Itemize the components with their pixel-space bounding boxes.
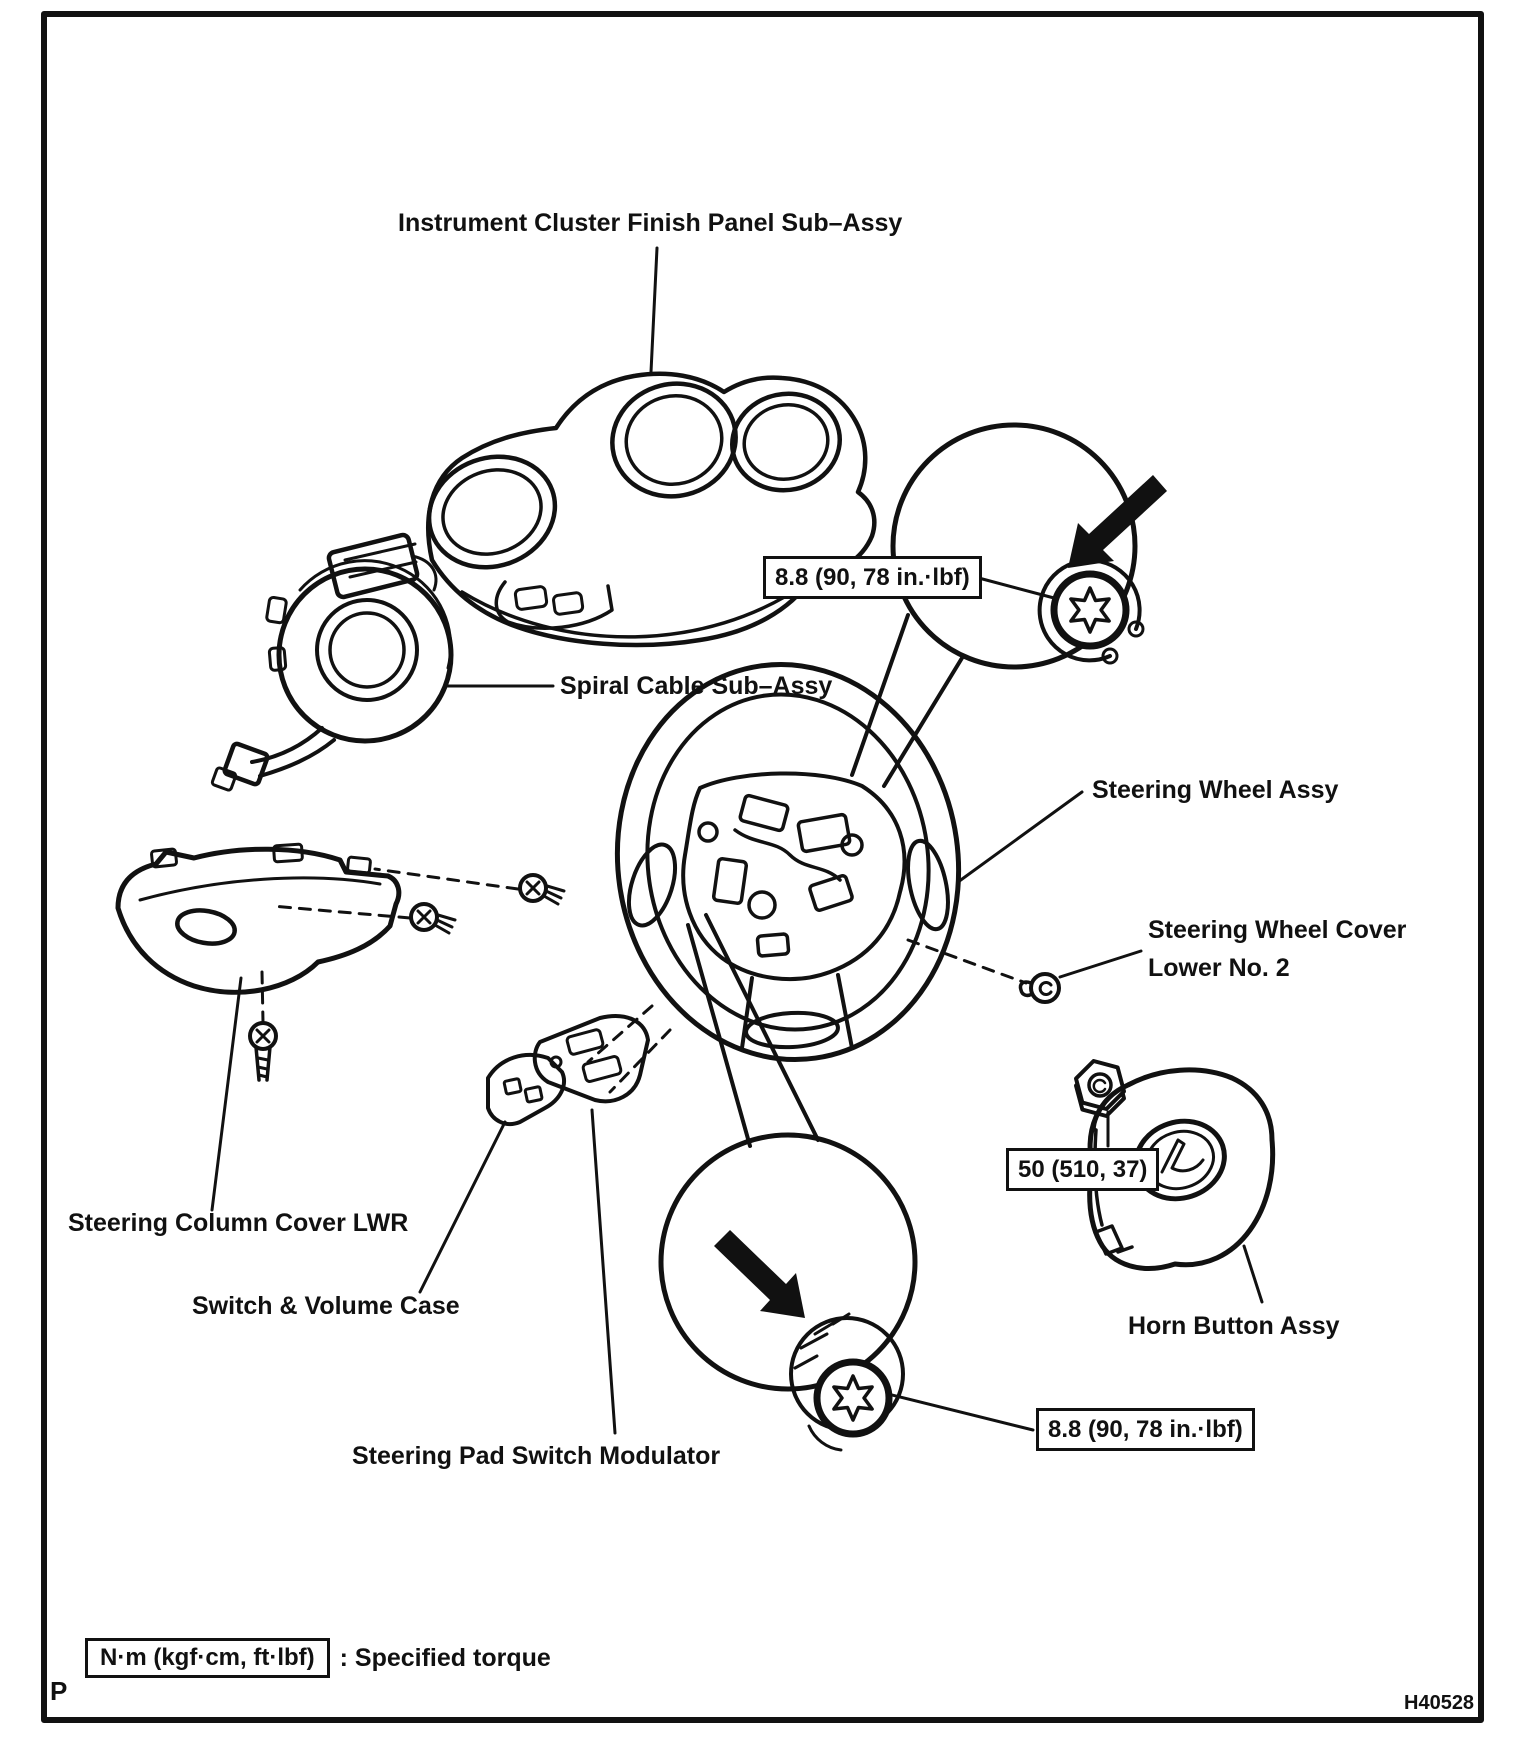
label-switch-volume-case: Switch & Volume Case (192, 1292, 460, 1320)
torx-screw-icon (1040, 560, 1143, 663)
label-steering-wheel-cover-lower (1148, 912, 1406, 987)
label-steering-wheel: Steering Wheel Assy (1092, 776, 1339, 804)
figure-code: H40528 (1404, 1692, 1475, 1714)
instrument-cluster-drawing (413, 371, 874, 645)
torx-screw-icon (791, 1314, 903, 1450)
page-letter: P (50, 1676, 68, 1706)
figure-border (44, 14, 1481, 1720)
label-steering-wheel-cover-lower-line2: Lower No. 2 (1148, 953, 1290, 982)
detail-callout-upper (852, 425, 1167, 786)
legend-unit-box: N·m (kgf·cm, ft·lbf) (85, 1638, 330, 1678)
column-cover-drawing (118, 844, 399, 992)
label-steering-pad-switch-modulator: Steering Pad Switch Modulator (352, 1442, 721, 1470)
screw-icon (1020, 974, 1059, 1002)
label-spiral-cable: Spiral Cable Sub–Assy (560, 672, 833, 700)
torque-legend (85, 1638, 551, 1678)
switch-volume-case-drawing (488, 1055, 564, 1124)
spiral-cable-drawing (212, 534, 451, 791)
screw-icon (250, 1023, 276, 1080)
torque-spec-box-upper: 8.8 (90, 78 in.·lbf) (763, 556, 982, 599)
arrow-icon (714, 1230, 805, 1318)
steering-wheel-hub-details (699, 795, 862, 957)
callout-pointer-upper (852, 615, 962, 786)
arrow-icon (1068, 475, 1167, 568)
label-steering-wheel-cover-lower-line1: Steering Wheel Cover (1148, 916, 1407, 944)
label-horn-button: Horn Button Assy (1128, 1312, 1340, 1340)
torque-spec-box-nut: 50 (510, 37) (1006, 1148, 1159, 1191)
steering-wheel-drawing (592, 642, 984, 1081)
legend-meaning: : Specified torque (339, 1643, 551, 1672)
screw-icon (520, 875, 564, 904)
label-steering-column-cover: Steering Column Cover LWR (68, 1209, 409, 1237)
screw-icon (411, 904, 455, 933)
label-instrument-cluster-finish-panel: Instrument Cluster Finish Panel Sub–Assy (398, 209, 903, 237)
torque-spec-box-lower: 8.8 (90, 78 in.·lbf) (1036, 1408, 1255, 1451)
